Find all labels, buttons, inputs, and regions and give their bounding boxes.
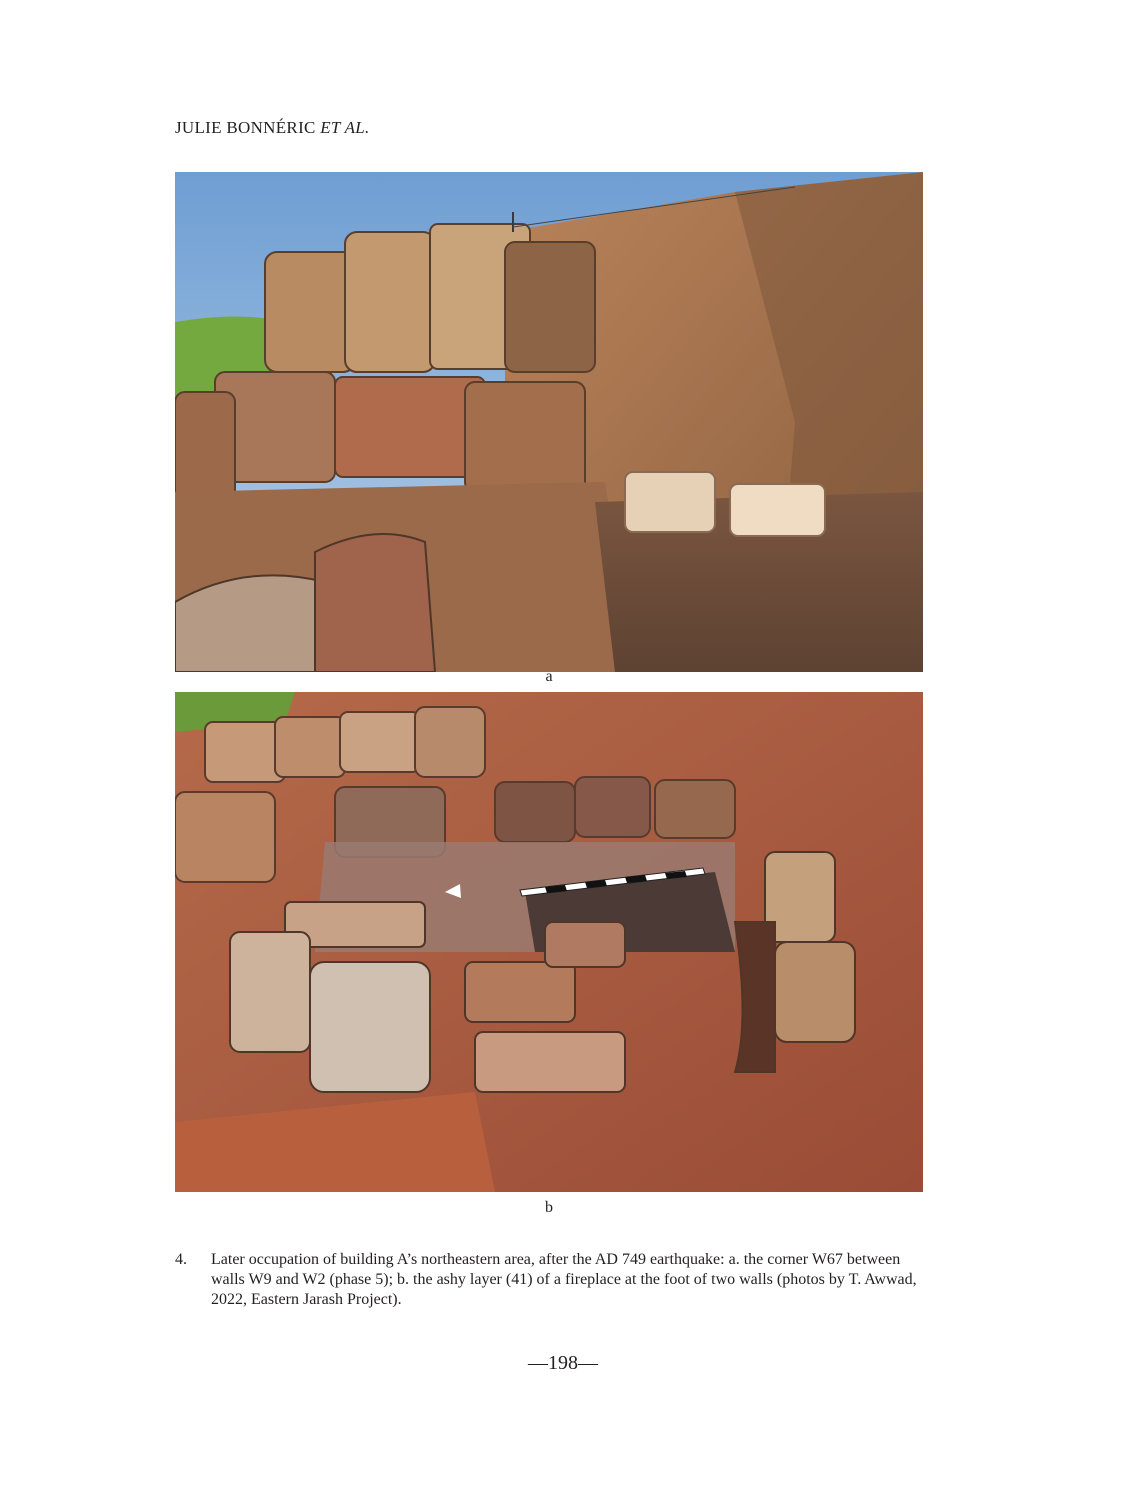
photo-a-image bbox=[175, 172, 923, 672]
running-head bbox=[175, 118, 370, 138]
photo-a-corner-w67 bbox=[175, 172, 923, 672]
caption-text: Later occupation of building A’s northeastern area, after the AD 749 earthquake: a. the corner W67 between walls W9 and W2 (phase 5); b. the ashy layer (41) of a fireplace at the foot of two walls (photos by T. Awwad, 2022, Eastern Jarash Project). bbox=[211, 1251, 917, 1308]
photo-a-label: a bbox=[545, 668, 553, 685]
caption-number: 4. bbox=[175, 1251, 187, 1268]
running-head-etal: ET AL. bbox=[320, 118, 370, 137]
photo-b-label: b bbox=[545, 1199, 553, 1216]
page-number: —198— bbox=[528, 1352, 598, 1374]
running-head-author: JULIE BONNÉRIC bbox=[175, 118, 316, 137]
photo-b-fireplace bbox=[175, 692, 923, 1192]
figure-caption bbox=[175, 1250, 923, 1310]
photo-b-image bbox=[175, 692, 923, 1192]
